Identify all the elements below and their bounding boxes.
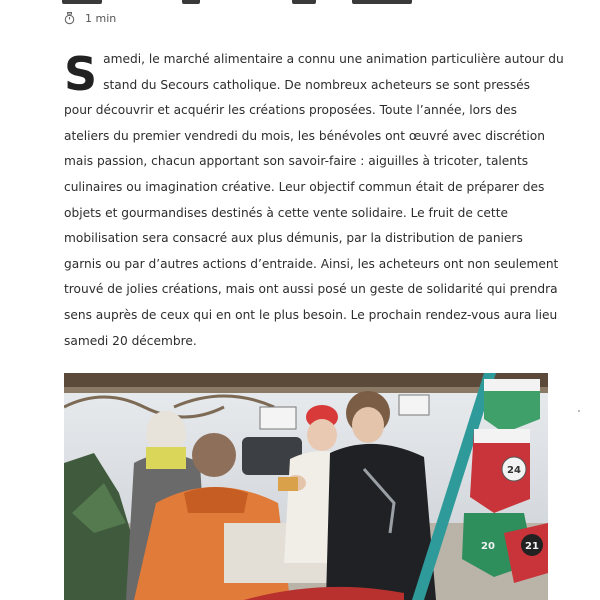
cut-off-headline [62, 0, 422, 6]
market-stall-photo [64, 373, 548, 600]
scan-speck [578, 410, 580, 412]
article-line: mais passion, chacun apportant son savoir-faire : aiguilles à tricoter, talents [64, 154, 529, 169]
article-body [64, 47, 564, 354]
article-line: garnis ou par d’autres actions d’entraide. Ainsi, les acheteurs ont non seulement [64, 256, 559, 271]
read-time-meta [64, 12, 116, 25]
article-line: stand du Secours catholique. De nombreux acheteurs se sont pressés [103, 77, 531, 92]
ornament-number: 21 [525, 541, 539, 552]
article-line: pour découvrir et acquérir les créations proposées. Toute l’année, lors des [64, 103, 517, 118]
article-line: samedi 20 décembre. [64, 333, 197, 348]
article-line: sens auprès de ceux qui en ont le plus besoin. Le prochain rendez-vous aura lieu [64, 307, 558, 322]
article-line: mobilisation sera consacré aux plus démunis, par la distribution de paniers [64, 231, 523, 246]
ornament-number: 20 [481, 541, 495, 552]
article-line: trouvé de jolies créations, mais ont aussi posé un geste de solidarité qui prendra [64, 282, 558, 297]
stopwatch-icon [64, 12, 75, 25]
article-line: objets et gourmandises destinés à cette vente solidaire. Le fruit de cette [64, 205, 508, 220]
article-line: ateliers du premier vendredi du mois, les bénévoles ont œuvré avec discrétion [64, 128, 545, 143]
drop-cap: S [64, 47, 98, 101]
ornament-number: 24 [507, 465, 521, 476]
article-line: culinaires ou imagination créative. Leur objectif commun était de préparer des [64, 179, 545, 194]
read-time-label: 1 min [85, 12, 117, 25]
article-line: amedi, le marché alimentaire a connu une animation particulière autour du [103, 52, 564, 66]
